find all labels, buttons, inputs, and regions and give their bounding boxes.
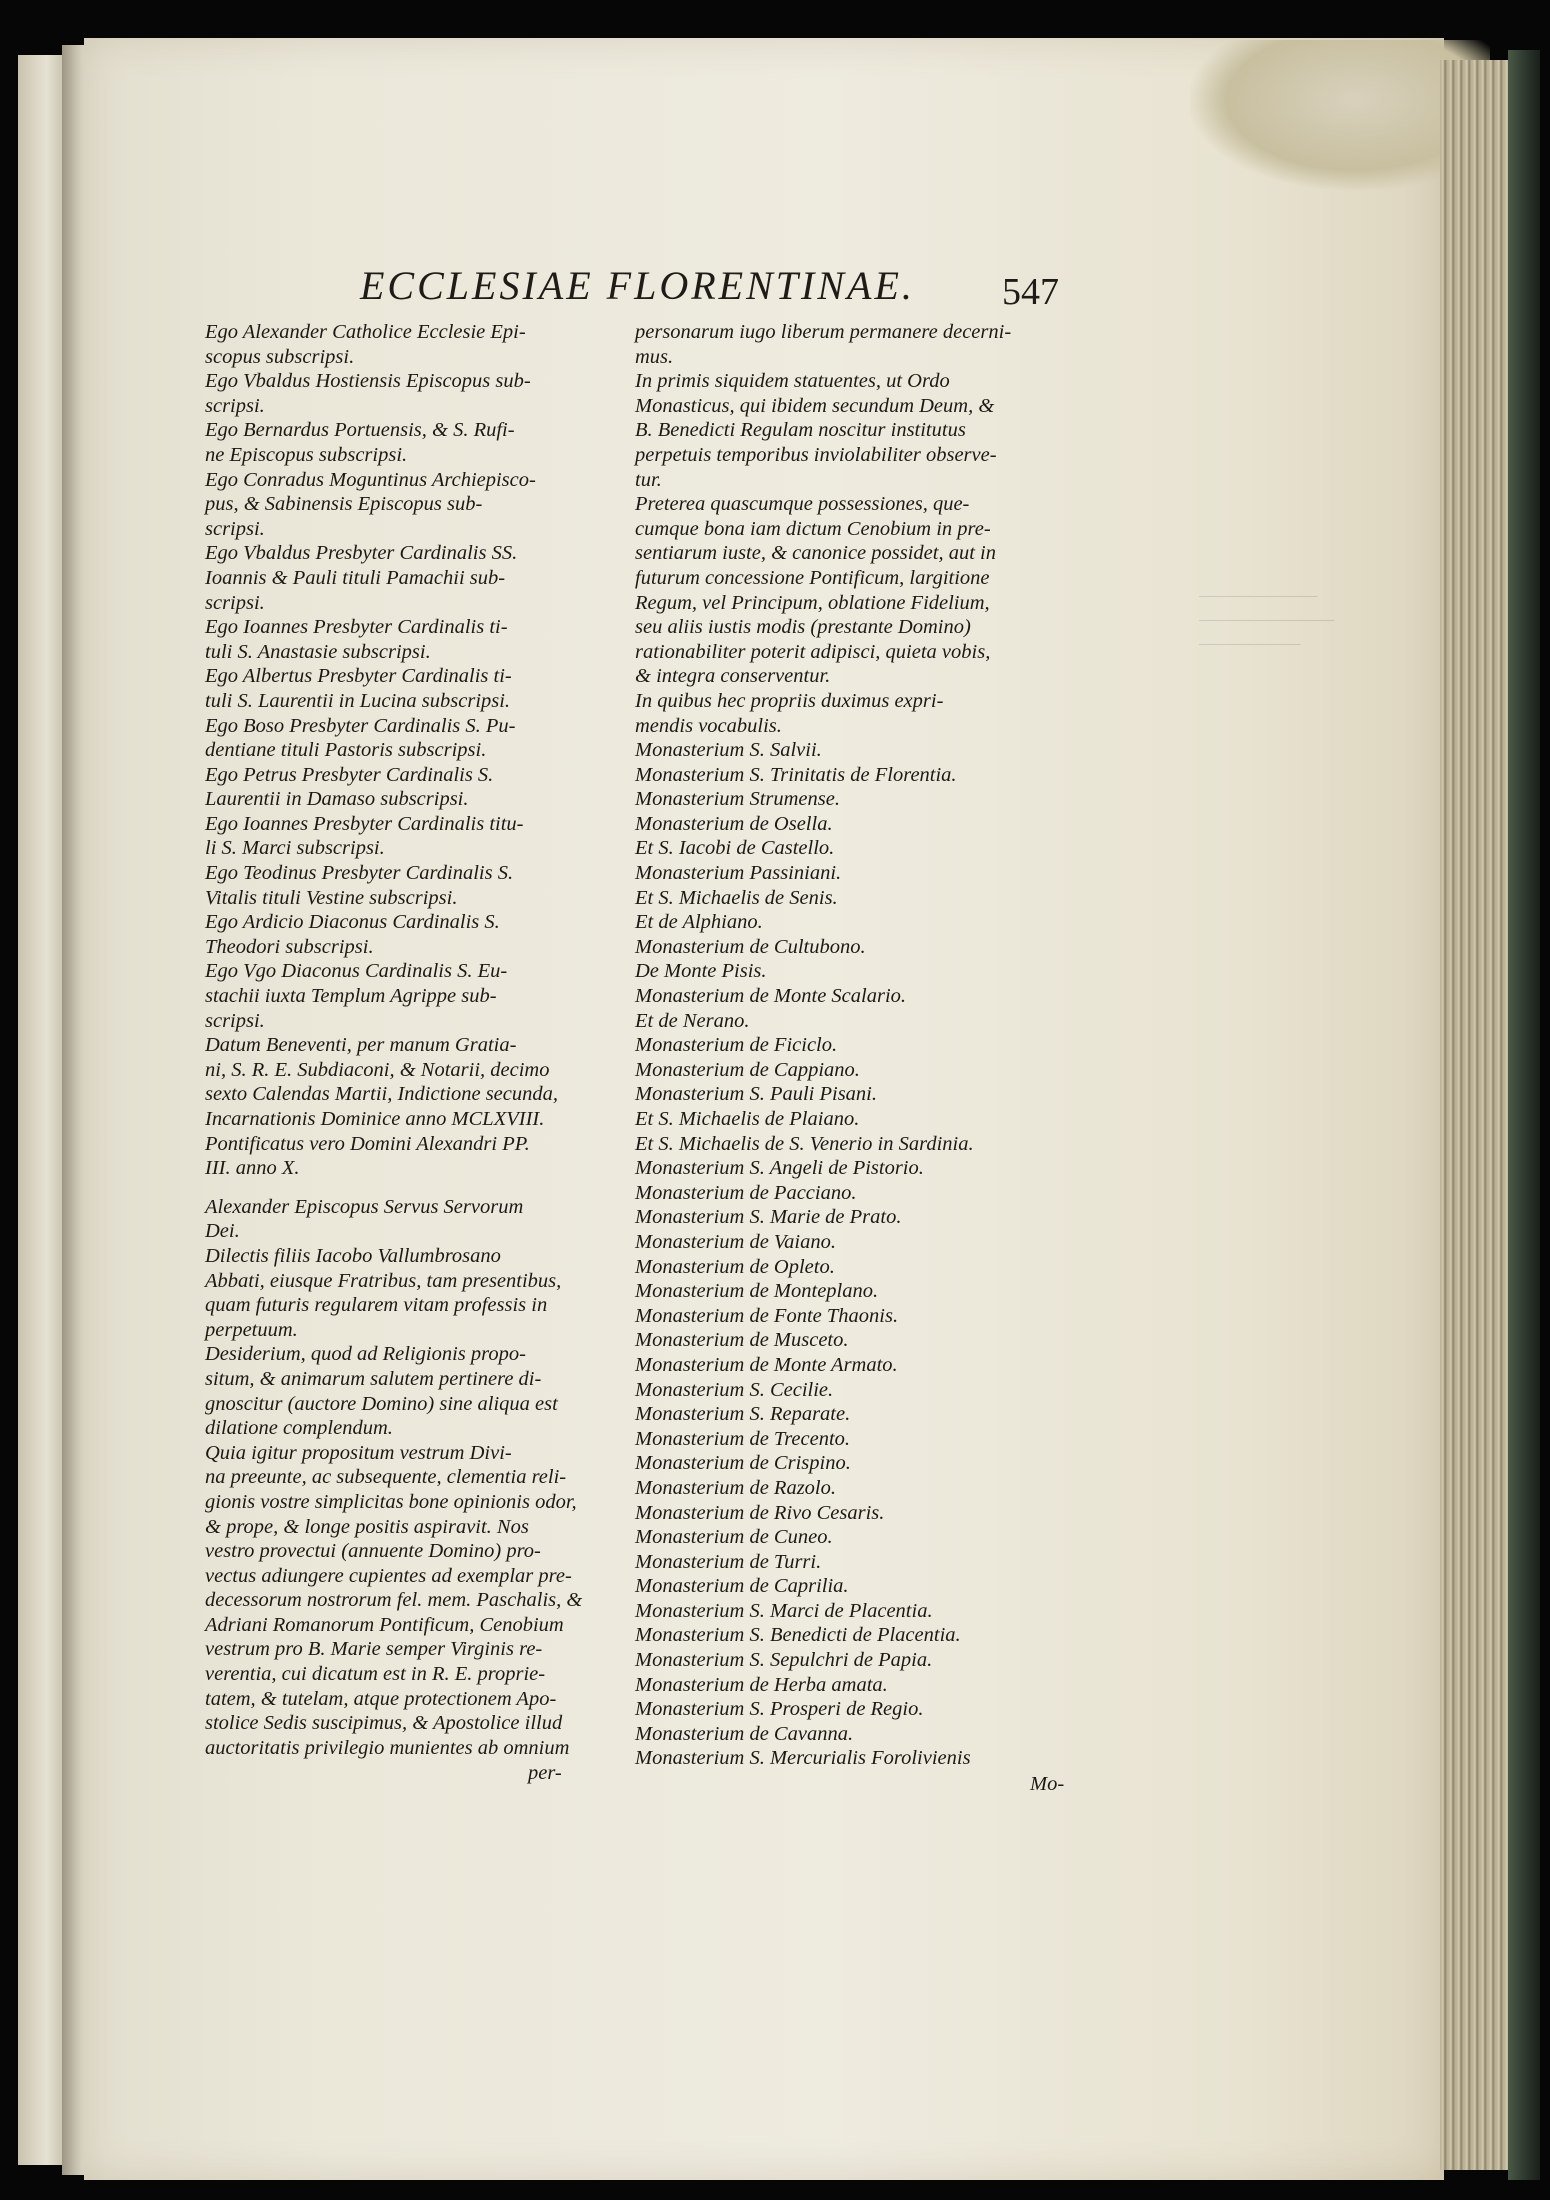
text-line: Monasterium de Vaiano.: [635, 1230, 836, 1253]
text-line: stachii iuxta Templum Agrippe sub-: [205, 985, 497, 1008]
text-line: Dei.: [205, 1220, 240, 1243]
text-line: Monasterium de Ficiclo.: [635, 1034, 838, 1057]
text-line: Monasterium de Cuneo.: [635, 1526, 833, 1549]
text-line: Monasterium de Osella.: [635, 812, 833, 835]
text-line: ne Episcopus subscripsi.: [205, 443, 408, 466]
text-line: Vitalis tituli Vestine subscripsi.: [205, 886, 458, 909]
text-line: dentiane tituli Pastoris subscripsi.: [205, 739, 487, 762]
text-line: perpetuum.: [205, 1318, 298, 1341]
text-line: pus, & Sabinensis Episcopus sub-: [205, 493, 483, 516]
text-line: li S. Marci subscripsi.: [205, 837, 385, 860]
text-line: sentiarum iuste, & canonice possidet, aut in: [635, 542, 996, 565]
text-line: Monasterium S. Angeli de Pistorio.: [635, 1157, 924, 1180]
text-line: Monasterium de Caprilia.: [635, 1575, 849, 1598]
text-line: scripsi.: [205, 394, 265, 417]
text-line: decessorum nostrorum fel. mem. Paschalis, &: [205, 1589, 583, 1612]
text-line: Monasterium S. Trinitatis de Florentia.: [635, 763, 957, 786]
text-line: Preterea quascumque possessiones, que-: [635, 493, 970, 516]
text-line: Ego Bernardus Portuensis, & S. Rufi-: [205, 419, 515, 442]
text-line: Monasticus, qui ibidem secundum Deum, &: [635, 394, 995, 417]
text-line: Monasterium de Razolo.: [635, 1476, 836, 1499]
text-line: Monasterium de Herba amata.: [635, 1673, 888, 1696]
book-cover-edge: [1508, 50, 1540, 2180]
text-line: & prope, & longe positis aspiravit. Nos: [205, 1515, 529, 1538]
text-line: Monasterium S. Salvii.: [635, 739, 822, 762]
text-line: cumque bona iam dictum Cenobium in pre-: [635, 517, 991, 540]
text-line: Monasterium de Opleto.: [635, 1255, 835, 1278]
text-line: mendis vocabulis.: [635, 714, 782, 737]
text-line: Monasterium de Turri.: [635, 1550, 822, 1573]
text-line: vestrum pro B. Marie semper Virginis re-: [205, 1638, 543, 1661]
text-line: quam futuris regularem vitam professis in: [205, 1294, 548, 1317]
text-line: na preeunte, ac subsequente, clementia reli-: [205, 1466, 567, 1489]
text-line: vestro provectui (annuente Domino) pro-: [205, 1540, 541, 1563]
text-line: gionis vostre simplicitas bone opinionis odor,: [205, 1490, 577, 1513]
left-text-column: [205, 320, 605, 1760]
text-line: futurum concessione Pontificum, largitione: [635, 566, 990, 589]
text-line: Ego Alexander Catholice Ecclesie Epi-: [205, 321, 526, 343]
text-line: rationabiliter poterit adipisci, quieta vobis,: [635, 640, 991, 663]
text-line: Ego Vbaldus Presbyter Cardinalis SS.: [205, 542, 518, 565]
text-line: Alexander Episcopus Servus Servorum: [205, 1195, 524, 1218]
text-line: Ego Vbaldus Hostiensis Episcopus sub-: [205, 370, 531, 393]
text-line: sexto Calendas Martii, Indictione secunda,: [205, 1083, 558, 1106]
text-line: scopus subscripsi.: [205, 345, 355, 368]
text-line: De Monte Pisis.: [635, 960, 767, 983]
text-line: Monasterium Strumense.: [635, 788, 840, 811]
text-line: Pontificatus vero Domini Alexandri PP.: [205, 1132, 530, 1155]
text-line: III. anno X.: [205, 1157, 300, 1180]
text-line: Ego Ioannes Presbyter Cardinalis titu-: [205, 812, 524, 835]
text-line: Et de Nerano.: [635, 1009, 750, 1032]
text-line: Monasterium S. Reparate.: [635, 1403, 851, 1426]
text-line: vectus adiungere cupientes ad exemplar pre-: [205, 1564, 572, 1587]
text-line: Theodori subscripsi.: [205, 935, 374, 958]
text-line: Monasterium de Musceto.: [635, 1329, 849, 1352]
show-through-text: ——————— ———————— ——————: [1199, 585, 1335, 654]
text-line: Monasterium de Cavanna.: [635, 1722, 854, 1745]
running-title: ECCLESIAE FLORENTINAE.: [360, 263, 915, 308]
text-line: Et de Alphiano.: [635, 911, 763, 934]
text-line: gnoscitur (auctore Domino) sine aliqua est: [205, 1392, 558, 1415]
text-line: Ego Petrus Presbyter Cardinalis S.: [205, 763, 494, 786]
text-line: scripsi.: [205, 517, 265, 540]
text-line: tatem, & tutelam, atque protectionem Apo-: [205, 1687, 557, 1710]
text-line: Monasterium S. Marie de Prato.: [635, 1206, 902, 1229]
text-line: situm, & animarum salutem pertinere di-: [205, 1367, 542, 1390]
text-line: Monasterium de Monte Scalario.: [635, 985, 907, 1008]
text-line: Abbati, eiusque Fratribus, tam presentibus,: [205, 1269, 562, 1292]
right-text-column: [635, 320, 1095, 1771]
text-line: Regum, vel Principum, oblatione Fidelium,: [635, 591, 990, 614]
text-line: Monasterium S. Cecilie.: [635, 1378, 834, 1401]
text-line: Ego Ioannes Presbyter Cardinalis ti-: [205, 616, 508, 639]
text-line: Ego Conradus Moguntinus Archiepisco-: [205, 468, 536, 491]
text-line: Monasterium de Pacciano.: [635, 1181, 857, 1204]
text-line: Laurentii in Damaso subscripsi.: [205, 788, 469, 811]
text-line: Ego Teodinus Presbyter Cardinalis S.: [205, 862, 514, 885]
text-line: Monasterium S. Marci de Placentia.: [635, 1599, 933, 1622]
text-line: Ego Vgo Diaconus Cardinalis S. Eu-: [205, 960, 508, 983]
text-line: tur.: [635, 468, 662, 491]
text-line: scripsi.: [205, 591, 265, 614]
text-line: Dilectis filiis Iacobo Vallumbrosano: [205, 1244, 501, 1267]
text-line: Monasterium S. Prosperi de Regio.: [635, 1698, 924, 1721]
text-line: Ego Boso Presbyter Cardinalis S. Pu-: [205, 714, 516, 737]
text-line: Monasterium de Cultubono.: [635, 935, 866, 958]
text-line: Et S. Michaelis de S. Venerio in Sardinia.: [635, 1132, 974, 1155]
text-line: perpetuis temporibus inviolabiliter observe-: [635, 443, 997, 466]
text-line: verentia, cui dicatum est in R. E. proprie-: [205, 1663, 546, 1686]
text-line: Adriani Romanorum Pontificum, Cenobium: [205, 1613, 564, 1636]
text-line: Ego Albertus Presbyter Cardinalis ti-: [205, 665, 512, 688]
text-line: scripsi.: [205, 1009, 265, 1032]
right-catchword: Mo-: [1030, 1773, 1065, 1795]
text-line: Monasterium S. Mercurialis Forolivienis: [635, 1747, 971, 1770]
text-line: tuli S. Anastasie subscripsi.: [205, 640, 431, 663]
text-line: dilatione complendum.: [205, 1417, 393, 1440]
text-line: Et S. Michaelis de Senis.: [635, 886, 838, 909]
text-line: Incarnationis Dominice anno MCLXVIII.: [205, 1108, 545, 1130]
text-line: Desiderium, quod ad Religionis propo-: [205, 1343, 526, 1366]
text-line: Ego Ardicio Diaconus Cardinalis S.: [205, 911, 500, 934]
text-line: Monasterium de Fonte Thaonis.: [635, 1304, 899, 1327]
page-number: 547: [1002, 271, 1059, 313]
text-line: Monasterium de Monte Armato.: [635, 1353, 898, 1376]
text-line: Monasterium S. Pauli Pisani.: [635, 1083, 878, 1106]
text-line: Monasterium de Crispino.: [635, 1452, 851, 1475]
text-line: tuli S. Laurentii in Lucina subscripsi.: [205, 689, 511, 712]
text-line: Et S. Michaelis de Plaiano.: [635, 1108, 860, 1130]
text-line: Monasterium Passiniani.: [635, 862, 842, 885]
text-line: In quibus hec propriis duximus expri-: [635, 689, 944, 712]
text-line: seu aliis iustis modis (prestante Domino): [635, 616, 971, 639]
text-line: Ioannis & Pauli tituli Pamachii sub-: [205, 566, 506, 589]
text-line: mus.: [635, 345, 674, 368]
text-line: Monasterium de Cappiano.: [635, 1058, 860, 1081]
text-line: Et S. Iacobi de Castello.: [635, 837, 835, 860]
text-line: Datum Beneventi, per manum Gratia-: [205, 1034, 517, 1057]
text-line: B. Benedicti Regulam noscitur institutus: [635, 419, 966, 442]
text-line: Quia igitur propositum vestrum Divi-: [205, 1441, 512, 1464]
text-line: ni, S. R. E. Subdiaconi, & Notarii, decimo: [205, 1058, 550, 1081]
text-line: In primis siquidem statuentes, ut Ordo: [635, 370, 950, 393]
text-line: auctoritatis privilegio munientes ab omnium: [205, 1736, 570, 1759]
left-catchword: per-: [528, 1762, 562, 1784]
text-line: Monasterium S. Benedicti de Placentia.: [635, 1624, 961, 1647]
text-line: stolice Sedis suscipimus, & Apostolice illud: [205, 1712, 563, 1735]
text-line: Monasterium de Trecento.: [635, 1427, 851, 1450]
text-line: & integra conserventur.: [635, 665, 831, 688]
text-line: Monasterium de Rivo Cesaris.: [635, 1501, 885, 1524]
text-line: personarum iugo liberum permanere decerni-: [635, 321, 1012, 343]
text-line: Monasterium S. Sepulchri de Papia.: [635, 1649, 933, 1672]
text-line: Monasterium de Monteplano.: [635, 1280, 879, 1303]
